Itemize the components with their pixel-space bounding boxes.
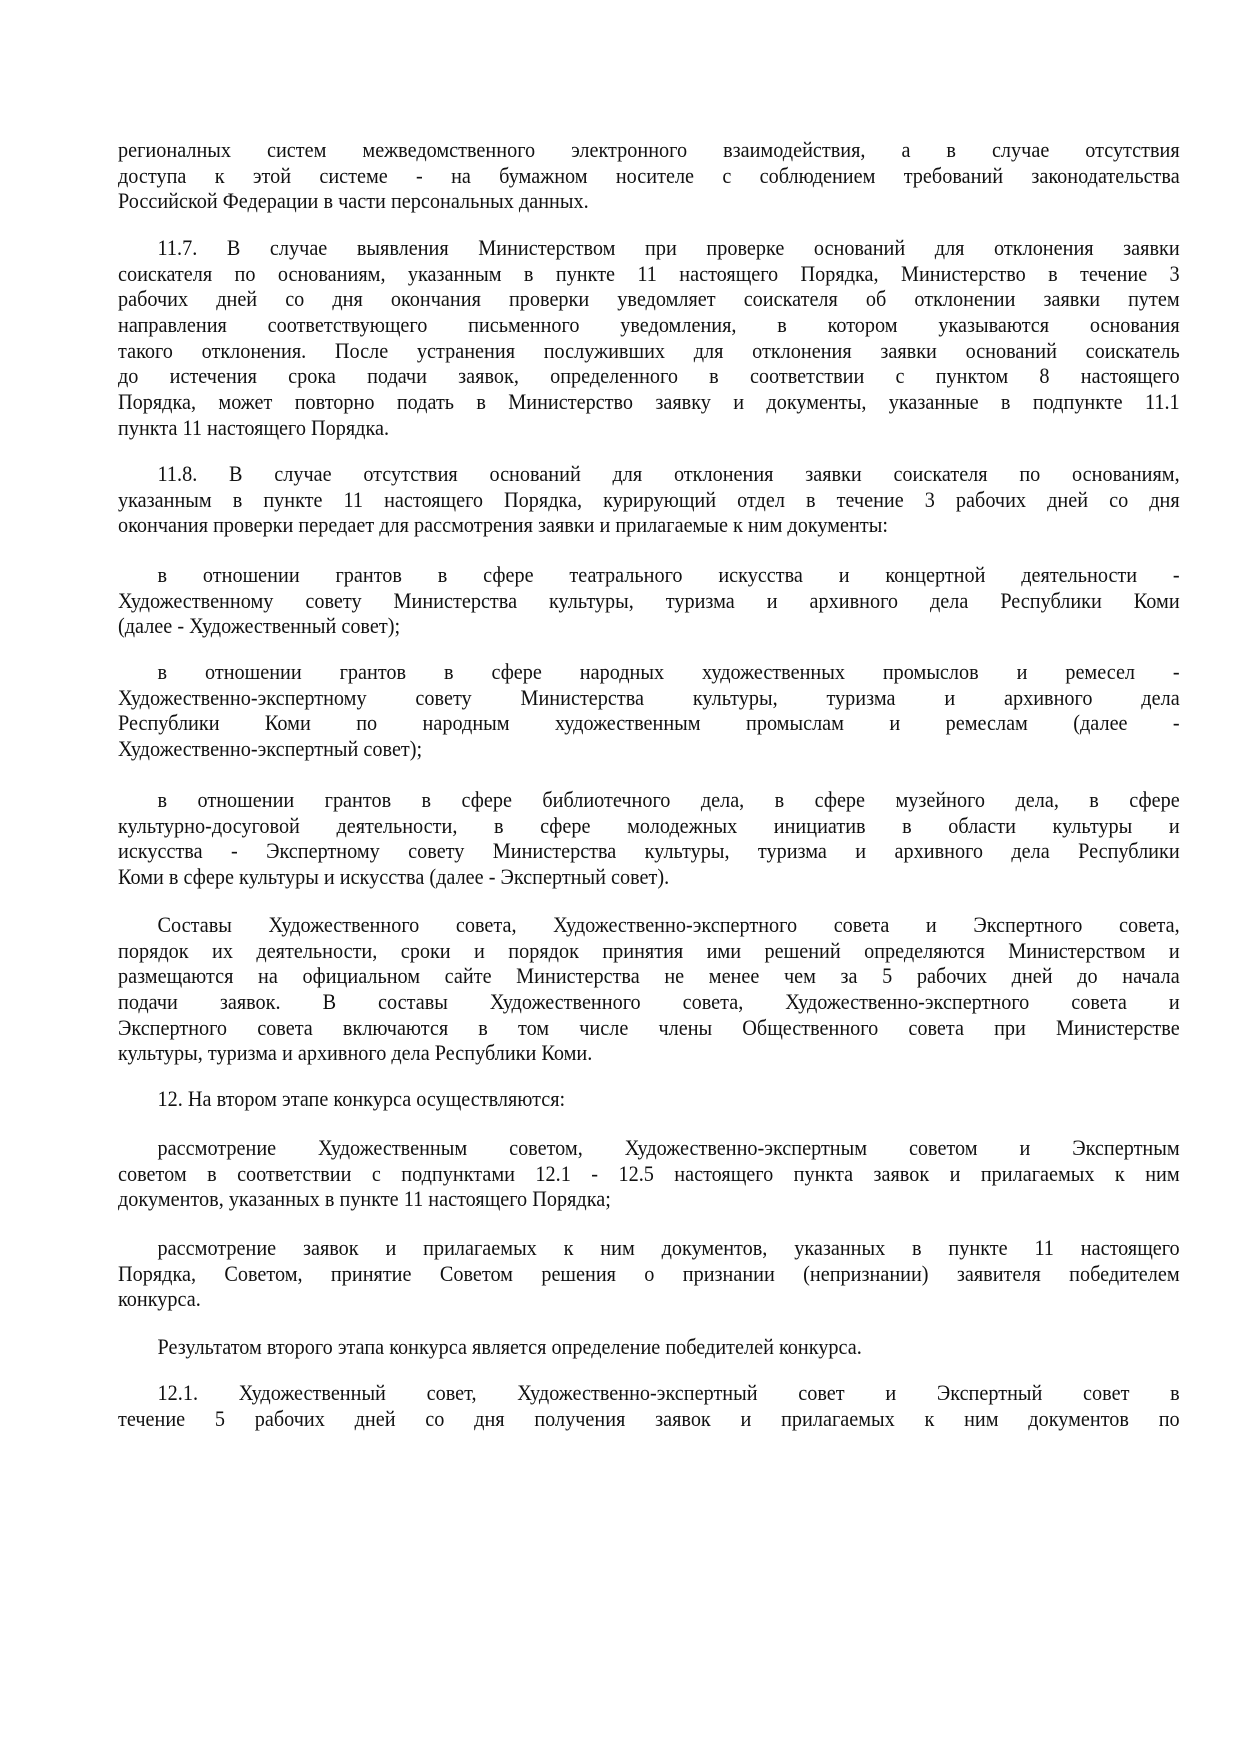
paragraph xyxy=(118,1135,1180,1212)
text-line: регионалных систем межведомственного электронного взаимодействия, а в случае отсутствия xyxy=(118,137,1180,162)
text-line: указанным в пункте 11 настоящего Порядка, курирующий отдел в течение 3 рабочих дней со дня xyxy=(118,486,1180,512)
text-line: направления соответствующего письменного уведомления, в котором указываются основания xyxy=(118,312,1180,338)
text-line: искусства - Экспертному совету Министерства культуры, туризма и архивного дела Республики xyxy=(118,838,1180,864)
paragraph xyxy=(118,1235,1180,1312)
text-line: Художественно-экспертный совет); xyxy=(118,736,423,762)
text-line: Республики Коми по народным художественным промыслам и ремеслам (далее - xyxy=(118,710,1180,736)
paragraph xyxy=(118,1380,1180,1431)
text-line: 11.7. В случае выявления Министерством при проверке оснований для отклонения заявки xyxy=(157,235,1180,260)
text-line: такого отклонения. После устранения послуживших для отклонения заявки оснований соискатель xyxy=(118,337,1180,363)
text-line: Художественно-экспертному совету Министерства культуры, туризма и архивного дела xyxy=(118,684,1180,710)
paragraph xyxy=(118,461,1180,538)
text-line: Результатом второго этапа конкурса является определение победителей конкурса. xyxy=(157,1334,862,1359)
text-line: соискателя по основаниям, указанным в пункте 11 настоящего Порядка, Министерство в течение 3 xyxy=(118,260,1180,286)
text-line: течение 5 рабочих дней со дня получения заявок и прилагаемых к ним документов по xyxy=(118,1405,1180,1431)
text-line: (далее - Художественный совет); xyxy=(118,613,401,639)
paragraph xyxy=(118,912,1180,1066)
text-line: рабочих дней со дня окончания проверки уведомляет соискателя об отклонении заявки путем xyxy=(118,286,1180,312)
text-line: размещаются на официальном сайте Министерства не менее чем за 5 рабочих дней до начала xyxy=(118,963,1180,989)
paragraph xyxy=(118,137,1180,214)
text-line: Порядка, Советом, принятие Советом решения о признании (непризнании) заявителя победителем xyxy=(118,1260,1180,1286)
text-line: пункта 11 настоящего Порядка. xyxy=(118,414,390,440)
text-line: подачи заявок. В составы Художественного совета, Художественно-экспертного совета и xyxy=(118,989,1180,1015)
text-line: советом в соответствии с подпунктами 12.1 - 12.5 настоящего пункта заявок и прилагаемых к ним xyxy=(118,1160,1180,1186)
text-line: в отношении грантов в сфере библиотечного дела, в сфере музейного дела, в сфере xyxy=(157,787,1180,812)
text-line: в отношении грантов в сфере народных художественных промыслов и ремесел - xyxy=(157,659,1180,684)
text-line: в отношении грантов в сфере театрального искусства и концертной деятельности - xyxy=(157,562,1180,587)
text-line: рассмотрение Художественным советом, Художественно-экспертным советом и Экспертным xyxy=(157,1135,1180,1160)
text-line: Художественному совету Министерства культуры, туризма и архивного дела Республики Коми xyxy=(118,587,1180,613)
text-line: Порядка, может повторно подать в Министерство заявку и документы, указанные в подпункте 11.1 xyxy=(118,389,1180,415)
text-line: Экспертного совета включаются в том числе члены Общественного совета при Министерстве xyxy=(118,1014,1180,1040)
paragraph xyxy=(118,235,1180,441)
paragraph xyxy=(118,562,1180,639)
text-line: порядок их деятельности, сроки и порядок принятия ими решений определяются Министерством и xyxy=(118,937,1180,963)
text-line: до истечения срока подачи заявок, определенного в соответствии с пунктом 8 настоящего xyxy=(118,363,1180,389)
text-line: Коми в сфере культуры и искусства (далее - Экспертный совет). xyxy=(118,864,670,890)
text-line: культуры, туризма и архивного дела Республики Коми. xyxy=(118,1040,593,1066)
text-line: 12.1. Художественный совет, Художественно-экспертный совет и Экспертный совет в xyxy=(157,1380,1180,1405)
text-line: культурно-досуговой деятельности, в сфере молодежных инициатив в области культуры и xyxy=(118,812,1180,838)
paragraph xyxy=(118,787,1180,890)
text-line: рассмотрение заявок и прилагаемых к ним документов, указанных в пункте 11 настоящего xyxy=(157,1235,1180,1260)
paragraph xyxy=(118,1086,1180,1112)
paragraph xyxy=(118,659,1180,762)
paragraph xyxy=(118,1334,1180,1360)
text-line: окончания проверки передает для рассмотрения заявки и прилагаемые к ним документы: xyxy=(118,512,888,538)
text-line: Российской Федерации в части персональных данных. xyxy=(118,188,589,214)
text-line: 12. На втором этапе конкурса осуществляются: xyxy=(157,1086,566,1111)
text-line: Составы Художественного совета, Художественно-экспертного совета и Экспертного совета, xyxy=(157,912,1180,937)
text-line: 11.8. В случае отсутствия оснований для отклонения заявки соискателя по основаниям, xyxy=(157,461,1180,486)
text-line: документов, указанных в пункте 11 настоящего Порядка; xyxy=(118,1186,611,1212)
text-line: конкурса. xyxy=(118,1286,201,1312)
text-line: доступа к этой системе - на бумажном носителе с соблюдением требований законодательства xyxy=(118,162,1180,188)
